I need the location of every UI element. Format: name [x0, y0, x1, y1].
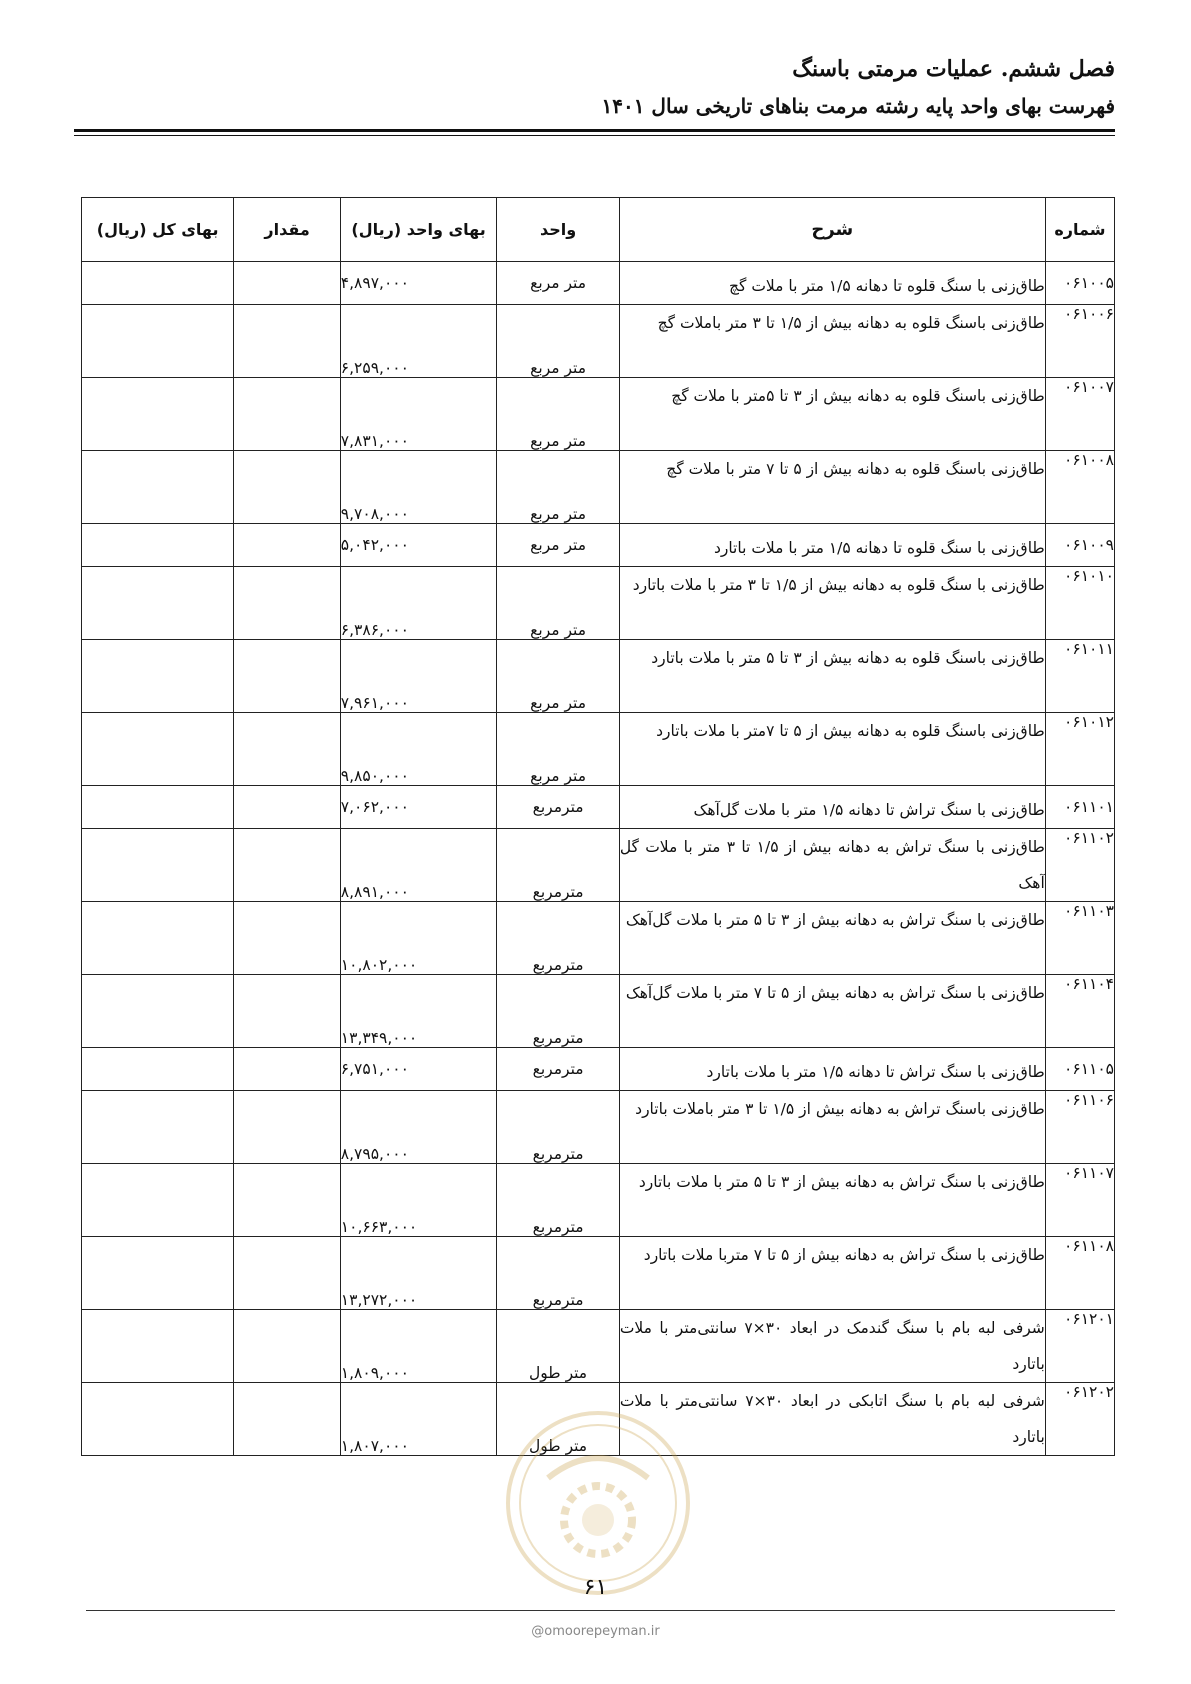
item-number: ۰۶۱۰۰۶ — [1045, 305, 1114, 378]
item-total-price — [82, 713, 234, 786]
item-total-price — [82, 262, 234, 305]
item-number: ۰۶۱۱۰۲ — [1045, 829, 1114, 902]
item-description: شرفی لبه بام با سنگ اتابکی در ابعاد ۳۰×۷ سانتی‌متر با ملات باتارد — [619, 1383, 1045, 1456]
item-number: ۰۶۱۱۰۶ — [1045, 1091, 1114, 1164]
item-quantity — [234, 262, 340, 305]
item-number: ۰۶۱۱۰۴ — [1045, 975, 1114, 1048]
item-number: ۰۶۱۰۰۵ — [1045, 262, 1114, 305]
item-quantity — [234, 1164, 340, 1237]
item-total-price — [82, 1237, 234, 1310]
item-quantity — [234, 1383, 340, 1456]
item-quantity — [234, 640, 340, 713]
item-unit: متر مربع — [497, 451, 619, 524]
header-rule-thick — [74, 129, 1115, 132]
item-quantity — [234, 1237, 340, 1310]
chapter-title: فصل ششم. عملیات مرمتی باسنگ — [792, 56, 1115, 82]
item-total-price — [82, 975, 234, 1048]
item-description: طاق‌زنی با سنگ قلوه تا دهانه ۱/۵ متر با ملات باتارد — [619, 524, 1045, 567]
item-total-price — [82, 829, 234, 902]
header-rule-thin — [74, 135, 1115, 136]
item-quantity — [234, 713, 340, 786]
item-description: طاق‌زنی باسنگ قلوه به دهانه بیش از ۳ تا ۵ متر با ملات باتارد — [619, 640, 1045, 713]
item-total-price — [82, 567, 234, 640]
table-row — [82, 262, 1115, 305]
item-quantity — [234, 1048, 340, 1091]
item-description: طاق‌زنی با سنگ تراش به دهانه بیش از ۵ تا ۷ متربا ملات باتارد — [619, 1237, 1045, 1310]
item-number: ۰۶۱۲۰۲ — [1045, 1383, 1114, 1456]
item-description: طاق‌زنی با سنگ تراش تا دهانه ۱/۵ متر با ملات گل‌آهک — [619, 786, 1045, 829]
table-row — [82, 1310, 1115, 1383]
item-description: طاق‌زنی باسنگ قلوه به دهانه بیش از ۳ تا ۵متر با ملات گچ — [619, 378, 1045, 451]
column-header-number: شماره — [1045, 198, 1114, 262]
item-number: ۰۶۱۲۰۱ — [1045, 1310, 1114, 1383]
item-unit: مترمربع — [497, 902, 619, 975]
item-number: ۰۶۱۱۰۷ — [1045, 1164, 1114, 1237]
item-quantity — [234, 524, 340, 567]
item-unit: متر مربع — [497, 305, 619, 378]
item-quantity — [234, 305, 340, 378]
table-row — [82, 786, 1115, 829]
item-unit: مترمربع — [497, 975, 619, 1048]
item-unit-price: ۹,۷۰۸,۰۰۰ — [340, 451, 497, 524]
table-row — [82, 713, 1115, 786]
item-total-price — [82, 1048, 234, 1091]
item-quantity — [234, 451, 340, 524]
item-description: طاق‌زنی با سنگ تراش به دهانه بیش از ۳ تا ۵ متر با ملات گل‌آهک — [619, 902, 1045, 975]
item-number: ۰۶۱۱۰۵ — [1045, 1048, 1114, 1091]
table-row — [82, 1237, 1115, 1310]
item-unit-price: ۱۰,۶۶۳,۰۰۰ — [340, 1164, 497, 1237]
item-unit: متر طول — [497, 1310, 619, 1383]
column-header-quantity: مقدار — [234, 198, 340, 262]
item-unit: مترمربع — [497, 1091, 619, 1164]
table-row — [82, 1164, 1115, 1237]
table-row — [82, 305, 1115, 378]
item-description: طاق‌زنی با سنگ قلوه به دهانه بیش از ۱/۵ تا ۳ متر با ملات باتارد — [619, 567, 1045, 640]
item-unit-price: ۷,۸۳۱,۰۰۰ — [340, 378, 497, 451]
table-row — [82, 1048, 1115, 1091]
column-header-description: شرح — [619, 198, 1045, 262]
item-unit-price: ۷,۹۶۱,۰۰۰ — [340, 640, 497, 713]
watermark-seal-icon — [503, 1408, 693, 1598]
item-unit: متر مربع — [497, 713, 619, 786]
item-total-price — [82, 378, 234, 451]
item-unit-price: ۴,۸۹۷,۰۰۰ — [340, 262, 497, 305]
item-quantity — [234, 1091, 340, 1164]
item-quantity — [234, 975, 340, 1048]
item-number: ۰۶۱۰۱۱ — [1045, 640, 1114, 713]
item-unit: مترمربع — [497, 1048, 619, 1091]
item-number: ۰۶۱۱۰۸ — [1045, 1237, 1114, 1310]
item-total-price — [82, 1383, 234, 1456]
item-description: شرفی لبه بام با سنگ گندمک در ابعاد ۳۰×۷ سانتی‌متر با ملات باتارد — [619, 1310, 1045, 1383]
item-total-price — [82, 1091, 234, 1164]
item-unit-price: ۱۳,۳۴۹,۰۰۰ — [340, 975, 497, 1048]
column-header-total-price: بهای کل (ریال) — [82, 198, 234, 262]
item-total-price — [82, 524, 234, 567]
table-row — [82, 451, 1115, 524]
table-row — [82, 567, 1115, 640]
table-body — [82, 262, 1115, 1456]
item-quantity — [234, 902, 340, 975]
table-row — [82, 1091, 1115, 1164]
item-total-price — [82, 1164, 234, 1237]
item-description: طاق‌زنی با سنگ تراش به دهانه بیش از ۳ تا ۵ متر با ملات باتارد — [619, 1164, 1045, 1237]
item-unit-price: ۸,۸۹۱,۰۰۰ — [340, 829, 497, 902]
item-description: طاق‌زنی باسنگ قلوه به دهانه بیش از ۱/۵ تا ۳ متر باملات گچ — [619, 305, 1045, 378]
item-description: طاق‌زنی باسنگ تراش به دهانه بیش از ۱/۵ تا ۳ متر باملات باتارد — [619, 1091, 1045, 1164]
item-description: طاق‌زنی باسنگ قلوه به دهانه بیش از ۵ تا ۷متر با ملات باتارد — [619, 713, 1045, 786]
column-header-unit-price: بهای واحد (ریال) — [340, 198, 497, 262]
item-quantity — [234, 378, 340, 451]
item-unit: مترمربع — [497, 829, 619, 902]
item-unit-price: ۶,۷۵۱,۰۰۰ — [340, 1048, 497, 1091]
item-total-price — [82, 786, 234, 829]
item-description: طاق‌زنی با سنگ قلوه تا دهانه ۱/۵ متر با ملات گچ — [619, 262, 1045, 305]
item-number: ۰۶۱۰۱۲ — [1045, 713, 1114, 786]
table-row — [82, 640, 1115, 713]
table-row — [82, 378, 1115, 451]
item-unit: متر مربع — [497, 524, 619, 567]
item-unit: متر طول — [497, 1383, 619, 1456]
price-list-table — [81, 197, 1115, 1456]
website-watermark: @omoorepeyman.ir — [531, 1624, 660, 1639]
item-quantity — [234, 786, 340, 829]
item-unit-price: ۱,۸۰۷,۰۰۰ — [340, 1383, 497, 1456]
item-unit-price: ۱,۸۰۹,۰۰۰ — [340, 1310, 497, 1383]
page-header — [601, 56, 1115, 118]
item-unit: مترمربع — [497, 786, 619, 829]
item-number: ۰۶۱۰۰۸ — [1045, 451, 1114, 524]
item-description: طاق‌زنی با سنگ تراش به دهانه بیش از ۵ تا ۷ متر با ملات گل‌آهک — [619, 975, 1045, 1048]
table-row — [82, 975, 1115, 1048]
item-unit: متر مربع — [497, 640, 619, 713]
item-unit: متر مربع — [497, 262, 619, 305]
table-header-row — [82, 198, 1115, 262]
item-number: ۰۶۱۱۰۳ — [1045, 902, 1114, 975]
item-number: ۰۶۱۰۰۷ — [1045, 378, 1114, 451]
item-unit-price: ۷,۰۶۲,۰۰۰ — [340, 786, 497, 829]
item-total-price — [82, 305, 234, 378]
item-unit: متر مربع — [497, 567, 619, 640]
item-description: طاق‌زنی با سنگ تراش تا دهانه ۱/۵ متر با ملات باتارد — [619, 1048, 1045, 1091]
item-number: ۰۶۱۱۰۱ — [1045, 786, 1114, 829]
item-number: ۰۶۱۰۱۰ — [1045, 567, 1114, 640]
table-row — [82, 524, 1115, 567]
item-quantity — [234, 829, 340, 902]
item-unit: متر مربع — [497, 378, 619, 451]
page-number: ۶۱ — [583, 1575, 608, 1600]
item-unit: مترمربع — [497, 1164, 619, 1237]
item-number: ۰۶۱۰۰۹ — [1045, 524, 1114, 567]
item-total-price — [82, 902, 234, 975]
footer-rule — [86, 1610, 1115, 1611]
item-unit: مترمربع — [497, 1237, 619, 1310]
item-quantity — [234, 567, 340, 640]
item-total-price — [82, 451, 234, 524]
item-unit-price: ۶,۲۵۹,۰۰۰ — [340, 305, 497, 378]
item-quantity — [234, 1310, 340, 1383]
item-unit-price: ۵,۰۴۲,۰۰۰ — [340, 524, 497, 567]
item-unit-price: ۱۳,۲۷۲,۰۰۰ — [340, 1237, 497, 1310]
document-subtitle: فهرست بهای واحد پایه رشته مرمت بناهای تاریخی سال ۱۴۰۱ — [601, 94, 1115, 118]
item-unit-price: ۸,۷۹۵,۰۰۰ — [340, 1091, 497, 1164]
table-row — [82, 829, 1115, 902]
item-unit-price: ۶,۳۸۶,۰۰۰ — [340, 567, 497, 640]
item-unit-price: ۱۰,۸۰۲,۰۰۰ — [340, 902, 497, 975]
item-description: طاق‌زنی با سنگ تراش به دهانه بیش از ۱/۵ تا ۳ متر با ملات گل آهک — [619, 829, 1045, 902]
item-unit-price: ۹,۸۵۰,۰۰۰ — [340, 713, 497, 786]
column-header-unit: واحد — [497, 198, 619, 262]
item-total-price — [82, 1310, 234, 1383]
item-total-price — [82, 640, 234, 713]
table-row — [82, 902, 1115, 975]
item-description: طاق‌زنی باسنگ قلوه به دهانه بیش از ۵ تا ۷ متر با ملات گچ — [619, 451, 1045, 524]
